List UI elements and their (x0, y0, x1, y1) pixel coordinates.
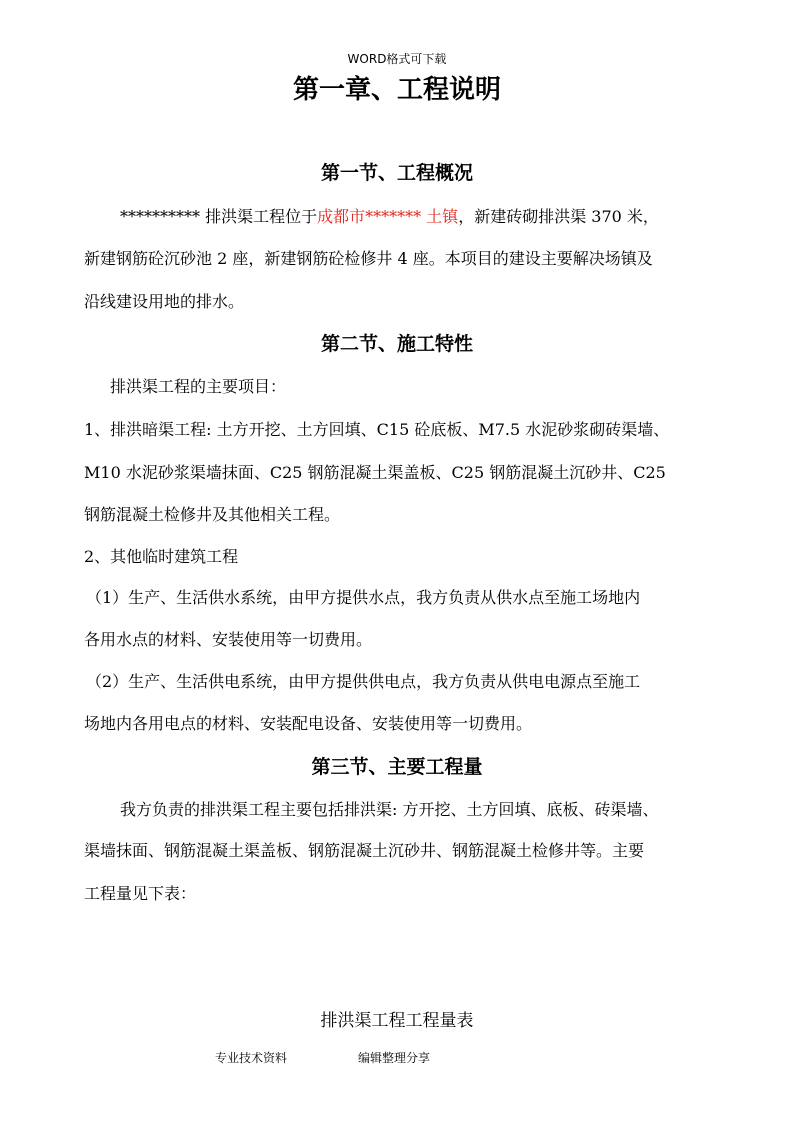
section-2-item-1-line-3: 钢筋混凝土检修井及其他相关工程。 (84, 505, 341, 524)
footer-left: 专业技术资料 (215, 1051, 288, 1065)
section-2-item-1-line-2: M10 水泥砂浆渠墙抹面、C25 钢筋混凝土渠盖板、C25 钢筋混凝土沉砂井、C25 (84, 463, 666, 482)
footer-right: 编辑整理分享 (358, 1051, 431, 1065)
section-2-sub-2-line-2: 场地内各用电点的材料、安装配电设备、安装使用等一切费用。 (84, 714, 533, 733)
header-note: WORD格式可下载 (347, 52, 447, 66)
section-1-paragraph-line-2: 新建钢筋砼沉砂池 2 座，新建钢筋砼检修井 4 座。本项目的建设主要解决场镇及 (84, 249, 653, 268)
section-2-intro: 排洪渠工程的主要项目： (110, 377, 287, 396)
section-3-title: 第三节、主要工程量 (311, 756, 483, 778)
section-1-title: 第一节、工程概况 (320, 162, 473, 184)
section-2-title: 第二节、施工特性 (320, 333, 473, 355)
chapter-title: 第一章、工程说明 (292, 75, 501, 105)
section-2-item-1-line-1: 1、排洪暗渠工程: 土方开挖、土方回填、C15 砼底板、M7.5 水泥砂浆砌砖渠墙、 (84, 420, 670, 439)
section-2-sub-1-line-2: 各用水点的材料、安装使用等一切费用。 (84, 630, 373, 649)
section-2-item-2: 2、其他临时建筑工程 (84, 547, 239, 566)
location-highlight: 成都市******* 土镇 (317, 207, 459, 226)
section-1-line-1-end: ，新建砖砌排洪渠 370 米， (458, 207, 659, 226)
section-3-paragraph-line-3: 工程量见下表： (84, 884, 197, 903)
section-3-paragraph-line-2: 渠墙抹面、钢筋混凝土渠盖板、钢筋混凝土沉砂井、钢筋混凝土检修井等。主要 (84, 841, 645, 860)
section-2-sub-1-line-1: （1）生产、生活供水系统，由甲方提供水点，我方负责从供水点至施工场地内 (86, 588, 641, 607)
section-1-paragraph-line-3: 沿线建设用地的排水。 (84, 292, 245, 311)
section-3-paragraph-line-1: 我方负责的排洪渠工程主要包括排洪渠: 方开挖、土方回填、底板、砖渠墙、 (120, 800, 659, 819)
section-2-sub-2-line-1: （2）生产、生活供电系统，由甲方提供供电点，我方负责从供电电源点至施工 (86, 672, 641, 691)
section-1-line-1-start: ********** 排洪渠工程位于 (120, 207, 318, 226)
table-caption: 排洪渠工程工程量表 (320, 1011, 474, 1031)
section-1-paragraph-line-1 (120, 204, 659, 227)
